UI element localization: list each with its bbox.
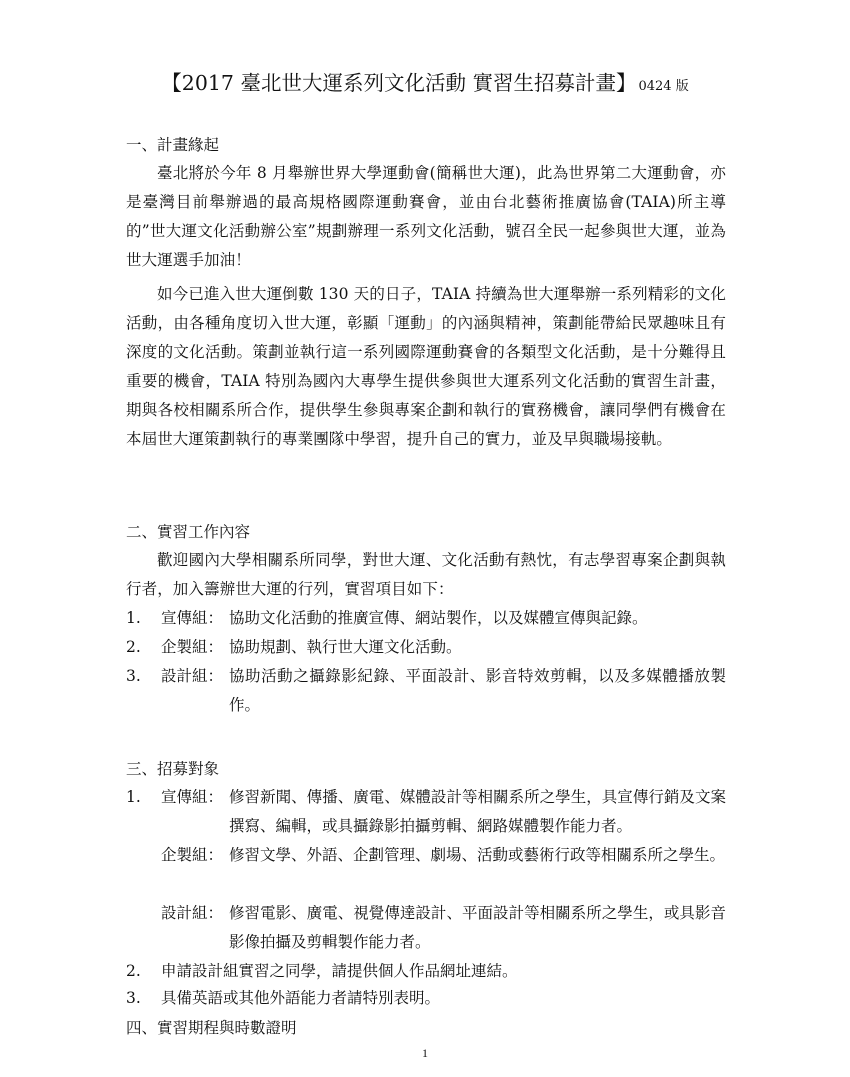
list-item-group: 企製組： (161, 638, 224, 656)
section-heading-background: 一、計畫緣起 (126, 136, 220, 154)
paragraph-background-2: 如今已進入世大運倒數 130 天的日子，TAIA 持續為世大運舉辦一系列精彩的文化活動，由各種角度切入世大運，彰顯「運動」的內涵與精神，策劃能帶給民眾趣味且有深度的文化活動。策劃並執行這一系列國際運動賽會的各類型文化活動，是十分難得且重要的機會，TAIA 特別為國內大專學生提供參與世大運系列文化活動的實習生計畫，期與各校相關系所合作，提供學生參與專案企劃和執行的實務機會，讓同學們有機會在本屆世大運策劃執行的專業團隊中學習，提升自己的實力，並及早與職場接軌。 (126, 285, 726, 448)
list-item (126, 783, 726, 841)
section-heading-schedule: 四、實習期程與時數證明 (126, 1019, 297, 1037)
list-item (126, 662, 726, 720)
list-item-group: 設計組： (161, 667, 224, 685)
title-main: 【2017 臺北世大運系列文化活動 實習生招募計畫】 (161, 71, 637, 95)
list-item-desc: 協助規劃、執行世大運文化活動。 (229, 638, 462, 656)
list-item-number: 3. (126, 667, 141, 685)
section-heading-work-content: 二、實習工作內容 (126, 523, 251, 541)
paragraph-work-intro: 歡迎國內大學相關系所同學，對世大運、文化活動有熱忱，有志學習專案企劃與執行者，加入籌辦世大運的行列，實習項目如下： (126, 551, 726, 598)
list-item (126, 604, 726, 633)
list-item-group: 企製組： (161, 846, 224, 864)
list-item (126, 957, 726, 986)
list-item-desc: 修習文學、外語、企劃管理、劇場、活動或藝術行政等相關系所之學生。 (229, 846, 726, 864)
list-item (126, 899, 726, 957)
list-item-desc: 協助文化活動的推廣宣傳、網站製作，以及媒體宣傳與記錄。 (229, 609, 648, 627)
list-item (126, 633, 726, 662)
paragraph-background-1: 臺北將於今年 8 月舉辦世界大學運動會(簡稱世大運)，此為世界第二大運動會，亦是臺灣目前舉辦過的最高規格國際運動賽會，並由台北藝術推廣協會(TAIA)所主導的”世大運文化活動辦公室”規劃辦理一系列文化活動，號召全民一起參與世大運，並為世大運選手加油！ (126, 164, 726, 269)
list-item-group: 宣傳組： (161, 609, 224, 627)
list-item-number: 1. (126, 609, 141, 627)
list-item (126, 984, 726, 1013)
page-number: 1 (422, 1046, 428, 1060)
list-item (126, 841, 726, 870)
list-item-desc: 協助活動之攝錄影紀錄、平面設計、影音特效剪輯，以及多媒體播放製作。 (229, 667, 726, 714)
list-item-number: 2. (126, 962, 141, 980)
document-title (0, 66, 850, 96)
list-item-number: 2. (126, 638, 141, 656)
list-item-desc: 修習新聞、傳播、廣電、媒體設計等相關系所之學生，具宣傳行銷及文案撰寫、編輯，或具攝錄影拍攝剪輯、網路媒體製作能力者。 (229, 788, 726, 835)
list-item-group: 宣傳組： (161, 788, 224, 806)
title-version: 0424 版 (638, 79, 689, 94)
list-item-group: 設計組： (161, 904, 224, 922)
list-item-desc: 申請設計組實習之同學，請提供個人作品網址連結。 (161, 962, 518, 980)
list-item-desc: 具備英語或其他外語能力者請特別表明。 (161, 989, 441, 1007)
section-heading-recruitment: 三、招募對象 (126, 760, 220, 778)
list-item-number: 1. (126, 788, 141, 806)
list-item-number: 3. (126, 989, 141, 1007)
list-item-desc: 修習電影、廣電、視覺傳達設計、平面設計等相關系所之學生，或具影音影像拍攝及剪輯製作能力者。 (229, 904, 726, 951)
